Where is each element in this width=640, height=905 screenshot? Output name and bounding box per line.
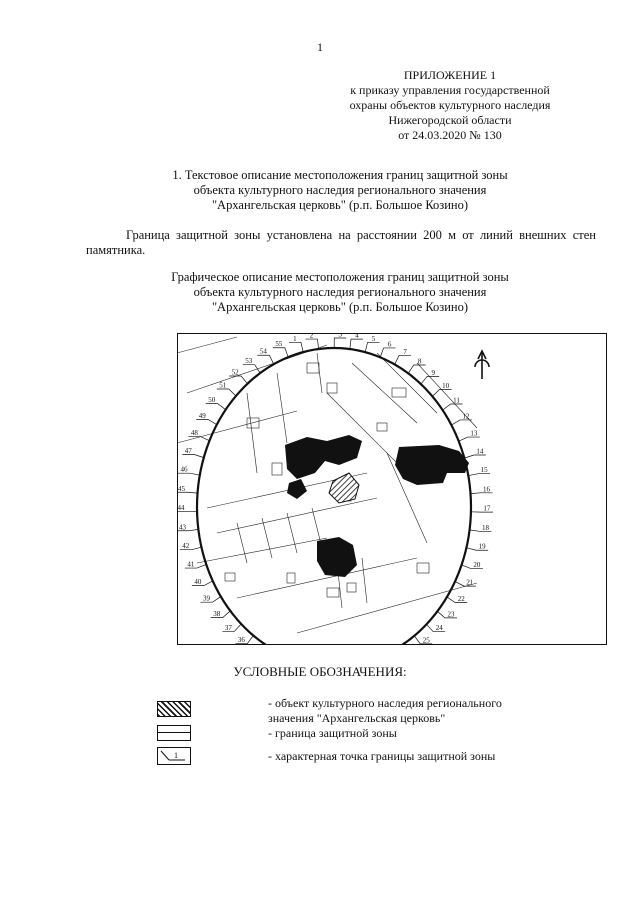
- boundary-point-label: 11: [453, 396, 460, 405]
- section1-title-line: "Архангельская церковь" (р.п. Большое Козино): [211, 198, 469, 212]
- boundary-point-label: 48: [190, 429, 198, 438]
- boundary-point-label: 51: [219, 381, 227, 390]
- boundary-point-label: 18: [481, 523, 489, 532]
- protection-zone-map: [177, 333, 607, 645]
- boundary-point-label: 13: [470, 429, 478, 438]
- appendix-header: [330, 68, 570, 143]
- legend-text-line: значения "Архангельская церковь": [268, 711, 446, 725]
- zone-description-paragraph: Граница защитной зоны установлена на расстоянии 200 м от линий внешних стен памятника.: [86, 228, 596, 257]
- boundary-point-label: 46: [180, 465, 188, 474]
- section1-title-line: объекта культурного наследия регионального значения: [193, 183, 487, 197]
- section1-title-line: 1. Текстовое описание местоположения границ защитной зоны: [172, 168, 508, 182]
- boundary-point-label: 20: [473, 561, 481, 570]
- boundary-point-label: 45: [178, 484, 186, 493]
- section2-title-line: объекта культурного наследия регионального значения: [193, 285, 487, 299]
- legend-item-point: [268, 749, 588, 764]
- boundary-point-label: 23: [447, 610, 455, 619]
- boundary-point-label: 15: [480, 466, 488, 475]
- boundary-point-label: 53: [245, 357, 253, 366]
- boundary-point-label: 49: [198, 411, 206, 420]
- boundary-point-label: 47: [184, 447, 192, 456]
- boundary-point-label: 39: [203, 594, 211, 603]
- section1-title: [60, 168, 620, 213]
- appendix-line: Нижегородской области: [388, 113, 512, 127]
- boundary-point-label: 54: [259, 347, 267, 356]
- boundary-point-label: 43: [178, 523, 186, 532]
- map-frame: [178, 334, 607, 645]
- boundary-point-label: 42: [182, 542, 190, 551]
- boundary-point-label: 1: [293, 334, 297, 343]
- legend-heading: УСЛОВНЫЕ ОБОЗНАЧЕНИЯ:: [233, 664, 407, 679]
- section2-title: [60, 270, 620, 315]
- boundary-point-label: 44: [177, 504, 185, 513]
- boundary-point-label: 14: [476, 447, 484, 456]
- boundary-point-label: 3: [338, 333, 342, 339]
- section2-title-line: "Архангельская церковь" (р.п. Большое Козино): [211, 300, 469, 314]
- legend-item-object: [268, 696, 588, 726]
- boundary-point-label: 10: [442, 381, 450, 390]
- boundary-point-label: 40: [194, 578, 202, 587]
- boundary-point-label: 12: [462, 412, 470, 421]
- boundary-point-label: 38: [213, 609, 221, 618]
- legend-text-line: - объект культурного наследия регионального: [268, 696, 502, 710]
- boundary-point-icon: [157, 747, 191, 765]
- boundary-point-label: 25: [422, 636, 430, 645]
- boundary-point-label: 36: [237, 636, 245, 645]
- boundary-point-label: 19: [478, 542, 486, 551]
- boundary-point-label: 37: [224, 623, 232, 632]
- boundary-point-label: 8: [417, 357, 422, 366]
- boundary-point-icon-label: 1: [174, 751, 178, 760]
- boundary-point-label: 7: [403, 347, 407, 356]
- appendix-line: от 24.03.2020 № 130: [398, 128, 502, 142]
- boundary-point-label: 22: [457, 595, 465, 604]
- zone-boundary-icon: [157, 725, 191, 741]
- boundary-point-label: 4: [355, 333, 359, 340]
- boundary-point-label: 24: [435, 624, 443, 633]
- legend-text-line: - граница защитной зоны: [268, 726, 397, 740]
- section2-title-line: Графическое описание местоположения границ защитной зоны: [171, 270, 509, 284]
- legend-item-boundary: [268, 726, 588, 741]
- boundary-point-label: 17: [483, 504, 491, 513]
- boundary-point-label: 55: [275, 340, 283, 349]
- appendix-line: к приказу управления государственной: [350, 83, 550, 97]
- boundary-point-label: 5: [371, 334, 376, 343]
- hatched-object-icon: [157, 701, 191, 717]
- boundary-point-label: 6: [387, 340, 392, 349]
- boundary-point-label: 2: [309, 333, 314, 340]
- boundary-point-label: 41: [187, 560, 195, 569]
- appendix-line: охраны объектов культурного наследия: [349, 98, 551, 112]
- legend-text-line: - характерная точка границы защитной зоны: [268, 749, 496, 763]
- boundary-point-label: 50: [208, 396, 216, 405]
- boundary-point-label: 52: [231, 368, 239, 377]
- boundary-point-label: 9: [431, 368, 435, 377]
- page-number: 1: [317, 40, 323, 54]
- boundary-point-label: 16: [482, 485, 490, 494]
- boundary-point-label: 21: [466, 578, 474, 587]
- appendix-line: ПРИЛОЖЕНИЕ 1: [403, 68, 497, 82]
